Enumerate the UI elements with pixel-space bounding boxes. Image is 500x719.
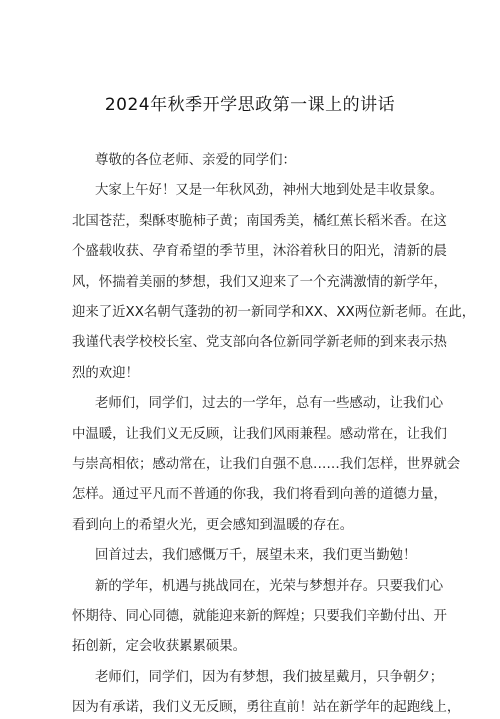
paragraph-line: 烈的欢迎！ xyxy=(72,365,139,381)
paragraph-line: 风，怀揣着美丽的梦想，我们又迎来了一个充满激情的新学年， xyxy=(72,274,447,290)
paragraph-line: 老师们，同学们，因为有梦想，我们披星戴月，只争朝夕； xyxy=(95,669,444,685)
document-title: 2024年秋季开学思政第一课上的讲话 xyxy=(104,95,396,115)
paragraph-line: 中温暖，让我们义无反顾，让我们风雨兼程。感动常在，让我们 xyxy=(72,426,447,442)
paragraph-line: 个盛载收获、孕育希望的季节里，沐浴着秋日的阳光，清新的晨 xyxy=(72,244,447,260)
paragraph-line: 老师们，同学们，过去的一学年，总有一些感动，让我们心 xyxy=(95,396,444,412)
paragraph-line: 怎样。通过平凡而不普通的你我，我们将看到向善的道德力量， xyxy=(72,487,447,503)
paragraph-line: 因为有承诺，我们义无反顾，勇往直前！站在新学年的起跑线上， xyxy=(72,700,461,716)
paragraph-line: 与崇高相依；感动常在，让我们自强不息……我们怎样，世界就会 xyxy=(72,457,461,472)
paragraph-line: 回首过去，我们感慨万千，展望未来，我们更当勤勉！ xyxy=(95,548,417,564)
paragraph-line: 迎来了近XX名朝气蓬勃的初一新同学和XX、XX两位新老师。在此， xyxy=(72,305,476,320)
paragraph-line: 看到向上的希望火光，更会感知到温暖的存在。 xyxy=(72,517,354,533)
paragraph-line: 北国苍茫，梨酥枣脆柿子黄；南国秀美，橘红蕉长稻米香。在这 xyxy=(72,213,447,229)
paragraph-line: 尊敬的各位老师、亲爱的同学们： xyxy=(95,153,296,168)
paragraph-line: 怀期待、同心同德，就能迎来新的辉煌；只要我们辛勤付出、开 xyxy=(72,609,447,624)
paragraph-line: 我谨代表学校校长室、党支部向各位新同学新老师的到来表示热 xyxy=(72,335,447,351)
paragraph-line: 拓创新，定会收获累累硕果。 xyxy=(72,639,247,655)
paragraph-line: 新的学年，机遇与挑战同在，光荣与梦想并存。只要我们心 xyxy=(95,578,444,594)
paragraph-line: 大家上午好！又是一年秋风劲，神州大地到处是丰收景象。 xyxy=(95,183,444,199)
